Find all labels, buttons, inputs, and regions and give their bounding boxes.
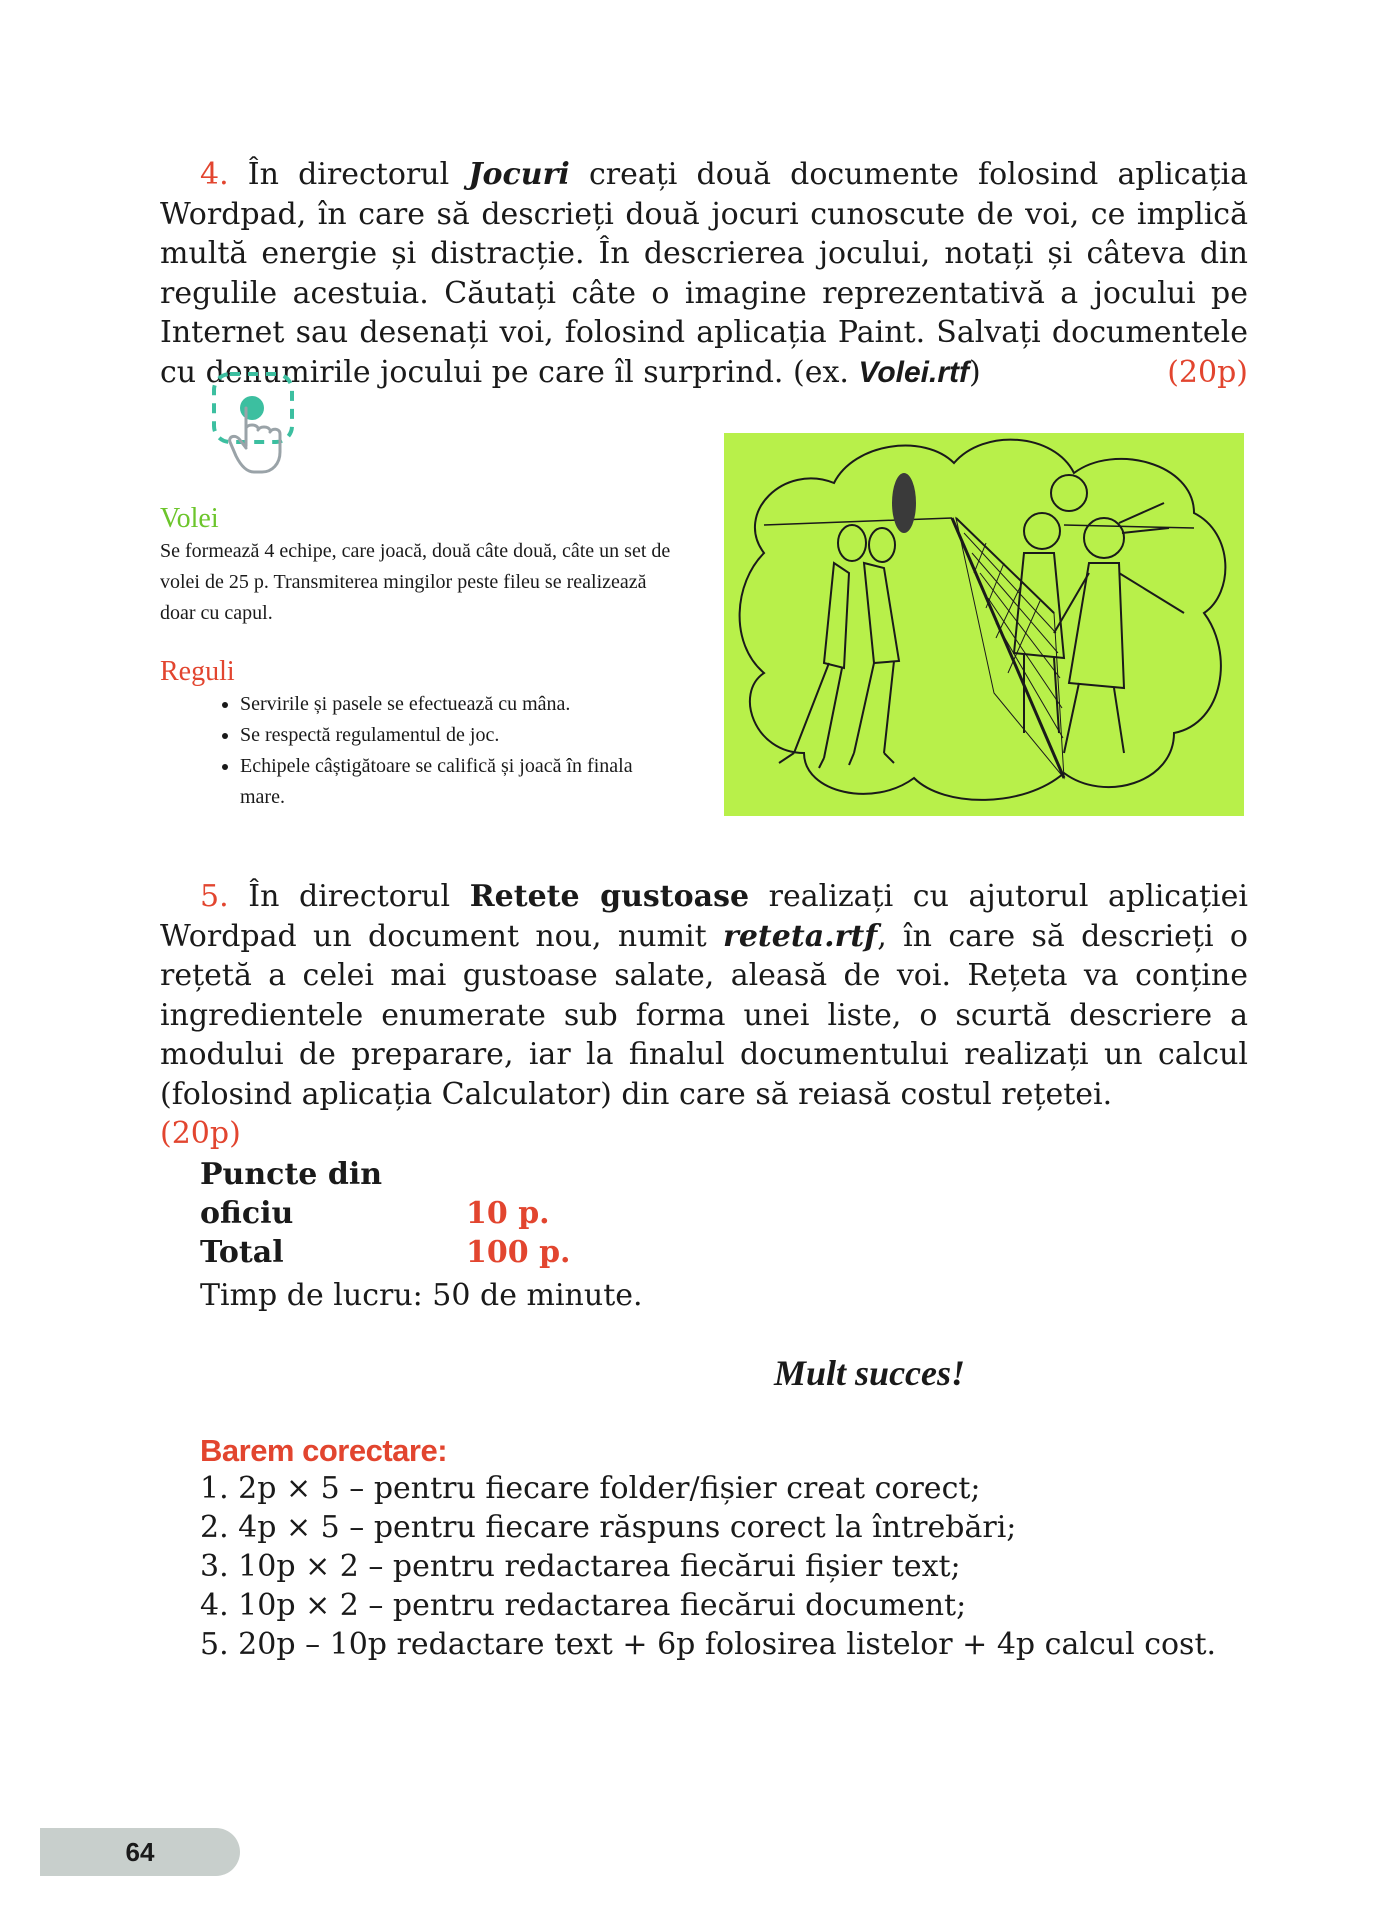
closing-message: Mult succes!	[774, 1353, 966, 1393]
list-item: 3. 10p × 2 – pentru redactarea fiecărui fișier text;	[200, 1549, 961, 1584]
exercise-text: , în care să descrieți o rețetă a celei mai gustoase salate, aleasă de voi. Rețeta va conține ingredientele enumerate sub forma unei liste, o scurtă descriere a modului de preparare, iar la finalul documentului realizați un calcul (folosind aplicația Calculator) din care să reiasă costul rețetei.	[160, 918, 1248, 1112]
barem-list	[200, 1469, 1250, 1664]
score-row-total	[200, 1233, 571, 1272]
file-name: reteta.rtf	[723, 918, 878, 954]
score-value: 100 p.	[466, 1235, 571, 1270]
list-item: 1. 2p × 5 – pentru fiecare folder/fișier creat corect;	[200, 1471, 981, 1506]
score-label: Puncte din oficiu	[200, 1157, 383, 1231]
exercise-points: (20p)	[160, 1116, 241, 1151]
list-item: 4. 10p × 2 – pentru redactarea fiecărui document;	[200, 1588, 967, 1623]
reguli-title: Reguli	[160, 656, 235, 687]
exercise-4	[160, 155, 1248, 392]
exercise-text: )	[969, 354, 981, 390]
score-row-oficiu	[200, 1155, 571, 1233]
score-table	[200, 1155, 571, 1272]
tap-gesture-icon	[208, 368, 298, 478]
barem-block	[200, 1433, 1250, 1664]
reguli-block	[160, 655, 680, 813]
folder-name: Retete gustoase	[469, 879, 750, 914]
exercise-text: În directorul	[228, 879, 470, 914]
exercise-text: realizați cu ajutorul aplicației Wordpad un document nou, numit	[160, 879, 1248, 954]
reguli-list	[160, 689, 680, 813]
list-item: • Se respectă regulamentul de joc.	[240, 720, 680, 751]
list-item: • Echipele câștigătoare se califică și joacă în finala mare.	[240, 751, 680, 813]
barem-title: Barem corectare:	[200, 1433, 448, 1468]
score-label: Total	[200, 1235, 284, 1270]
list-item: 2. 4p × 5 – pentru fiecare răspuns corect la întrebări;	[200, 1510, 1017, 1545]
exercise-5	[160, 877, 1248, 1154]
folder-name: Jocuri	[468, 157, 570, 192]
score-value: 10 p.	[466, 1196, 550, 1231]
page-number: 64	[40, 1828, 240, 1876]
exercise-text: creați două documente folosind aplicația Wordpad, în care să descrieți două jocuri cunoscute de voi, ce implică multă energie și distracție. În descrierea jocului, notați și câteva din regulile acestuia. Căutați câte o imagine reprezentativă a jocului pe Internet sau desenați voi, folosind aplicația Paint. Salvați documentele cu denumirile jocului pe care îl surprind. (ex.	[160, 157, 1248, 390]
exercise-points: (20p)	[1167, 354, 1248, 390]
volei-block	[160, 502, 680, 629]
exercise-number: 5.	[200, 879, 229, 914]
example-filename: Volei.rtf	[858, 355, 970, 389]
exercise-number: 4.	[200, 157, 229, 192]
volei-title: Volei	[160, 503, 219, 534]
exercise-text: În directorul	[228, 157, 469, 192]
list-item: • Servirile și pasele se efectuează cu mâna.	[240, 689, 680, 720]
volleyball-illustration	[724, 433, 1244, 816]
volei-text: Se formează 4 echipe, care joacă, două câte două, câte un set de volei de 25 p. Transmiterea mingilor peste fileu se realizează doar cu capul.	[160, 540, 671, 624]
work-time: Timp de lucru: 50 de minute.	[200, 1278, 643, 1313]
list-item: 5. 20p – 10p redactare text + 6p folosirea listelor + 4p calcul cost.	[200, 1627, 1217, 1662]
